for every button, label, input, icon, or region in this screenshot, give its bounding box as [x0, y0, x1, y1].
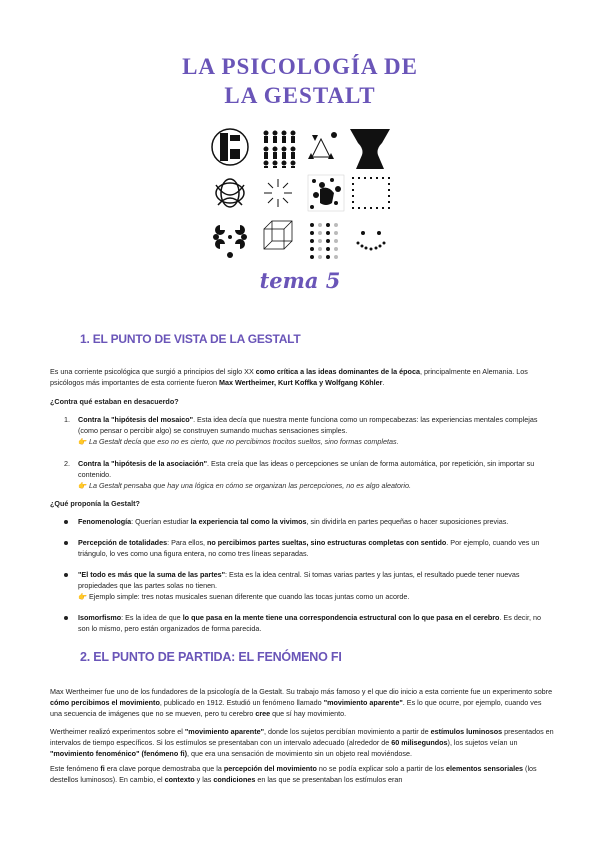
bold-span: elementos sensoriales [445, 764, 524, 773]
text-span: Este fenómeno [50, 764, 101, 773]
text-span: . [382, 378, 385, 387]
phi-paragraph-1 [50, 686, 555, 719]
text-span: era clave porque demostraba que la [104, 764, 224, 773]
bold-span: Fenomenología [78, 517, 132, 526]
list-number: 2. [64, 459, 70, 468]
proposal-item-2 [64, 537, 554, 559]
bold-span: Isomorfismo [78, 613, 122, 622]
dalmatian-illustration [308, 175, 344, 211]
text-span: en las que se presentaban los estímulos eran [255, 775, 403, 784]
phi-paragraph-3 [50, 763, 555, 785]
text-span: presentados en intervalos de tiempo específicos. Si los estímulos se presentaban con un intervalo adecuado (alrededor de [50, 727, 554, 747]
text-span: Ejemplo simple: tres notas musicales suenan diferente que cuando las tocas juntas como un acorde. [88, 592, 410, 601]
text-span: . Esta creía que las ideas o percepciones se unían de forma automática, por repetición, sin importar su contenido. [78, 459, 535, 479]
bold-span: condiciones [213, 775, 256, 784]
pointing-hand-icon: 👉 [78, 437, 87, 446]
bold-span: cree [255, 709, 271, 718]
note-text: La Gestalt pensaba que hay una lógica en cómo se organizan las percepciones, no es algo aleatorio. [88, 481, 412, 490]
text-span: Max Wertheimer fue uno de los fundadores de la psicología de la Gestalt. Su trabajo más famoso y el que dio inicio a esta corriente fue un experimento sobre [50, 687, 553, 696]
text-span: . Esta idea decía que nuestra mente funciona como un rompecabezas: las experiencias mentales complejas (como pensar o percibir algo) se construyen sumando muchas sensaciones simples. [78, 415, 538, 435]
text-span: que sí hay movimiento. [270, 709, 347, 718]
gestalt-illustrations [208, 125, 398, 265]
note-text: La Gestalt decía que eso no es cierto, que no percibimos trocitos sueltos, sino formas completas. [88, 437, 399, 446]
bold-span: "El todo es más que la suma de las partes" [78, 570, 226, 579]
bold-span: "movimiento fenoménico" (fenómeno fi) [50, 749, 187, 758]
pacman-circles-illustration [213, 225, 247, 258]
bold-span: como crítica a las ideas dominantes de la época [255, 367, 420, 376]
question-disagreement: ¿Contra qué estaban en desacuerdo? [50, 397, 179, 406]
text-span: : Para ellos, [167, 538, 208, 547]
text-span: . Es decir, no son lo mismo, pero están organizados de forma parecida. [78, 613, 541, 633]
illusory-triangle-illustration [308, 132, 337, 159]
text-span: ), los sujetos veían un [447, 738, 518, 747]
pointing-hand-icon: 👉 [78, 481, 87, 490]
face-circle-illustration [212, 129, 248, 165]
bold-span: Max Wertheimer, Kurt Koffka y Wolfgang Köhler [219, 378, 383, 387]
dot-square-illustration [352, 177, 390, 209]
dotted-smiley-illustration [357, 231, 386, 251]
bold-span: fi [100, 764, 105, 773]
disagreement-item-2 [64, 458, 554, 491]
vase-faces-illustration [350, 129, 390, 169]
text-span: (los destellos luminosos). En cambio, el [50, 764, 537, 784]
text-span: , que era una sensación de movimiento sin un objeto real moviéndose. [187, 749, 412, 758]
text-span: , donde los sujetos percibían movimiento a partir de [264, 727, 431, 736]
title-line-1: LA PSICOLOGÍA DE [182, 54, 418, 79]
text-span: . Por ejemplo, cuando ves un triángulo, lo ves como una figura entera, no como tres líneas separadas. [78, 538, 540, 558]
text-span: y las [194, 775, 214, 784]
section-2-heading: 2. EL PUNTO DE PARTIDA: EL FENÓMENO FI [80, 650, 342, 664]
bullet [64, 573, 68, 577]
text-span: . Es lo que ocurre, por ejemplo, cuando ves una secuencia de imágenes que no se mueven, pero tu cerebro [50, 698, 542, 718]
radial-burst-illustration [264, 179, 292, 207]
disagreement-item-1 [64, 414, 554, 447]
subtitle: tema 5 [259, 268, 341, 293]
text-span: , principalmente en Alemania. Los psicólogos más importantes de esta corriente fueron [50, 367, 528, 387]
pointing-hand-icon: 👉 [78, 592, 87, 601]
text-span: : Esta es la idea central. Si tomas varias partes y las juntas, el resultado puede tener nuevas propiedades que las partes solas no tienen. [78, 570, 520, 590]
bold-span: lo que pasa en la mente tiene una correspondencia estructural con lo que pasa en el cerebro [182, 613, 500, 622]
text-span: Wertheimer realizó experimentos sobre el [50, 727, 185, 736]
bold-span: percepción del movimiento [223, 764, 317, 773]
phi-paragraph-2 [50, 726, 555, 759]
text-span: , publicado en 1912. Estudió un fenómeno llamado [159, 698, 324, 707]
text-span: Es una corriente psicológica que surgió a principios del siglo XX [50, 367, 256, 376]
section-1-heading: 1. EL PUNTO DE VISTA DE LA GESTALT [80, 332, 301, 346]
document-title [0, 52, 600, 110]
question-proposal: ¿Qué proponía la Gestalt? [50, 499, 140, 508]
bold-span: Percepción de totalidades [78, 538, 168, 547]
proposal-item-3 [64, 569, 554, 602]
text-span: , sin dividirla en partes pequeñas o hacer suposiciones previas. [306, 517, 509, 526]
people-grid-illustration [264, 131, 296, 169]
bullet [64, 541, 68, 545]
intro-paragraph [50, 366, 555, 388]
necker-cube-illustration [264, 221, 292, 249]
bold-span: 60 milisegundos [391, 738, 448, 747]
tangled-knot-illustration [216, 179, 244, 207]
bold-span: "movimiento aparente" [323, 698, 403, 707]
proposal-item-1 [64, 516, 554, 527]
text-span: no se podía explicar solo a partir de los [316, 764, 446, 773]
bold-span: no percibimos partes sueltas, sino estructuras completas con sentido [207, 538, 447, 547]
bold-span: la experiencia tal como la vivimos [190, 517, 307, 526]
bullet [64, 616, 68, 620]
bold-span: cómo percibimos el movimiento [50, 698, 160, 707]
bold-span: estímulos luminosos [430, 727, 503, 736]
list-number: 1. [64, 415, 70, 424]
dot-grid-illustration [310, 223, 338, 259]
bold-span: contexto [164, 775, 195, 784]
bold-span: "movimiento aparente" [184, 727, 264, 736]
bold-span: Contra la "hipótesis de la asociación" [78, 459, 208, 468]
text-span: : Querían estudiar [131, 517, 191, 526]
bold-span: Contra la "hipótesis del mosaico" [78, 415, 194, 424]
bullet [64, 520, 68, 524]
text-span: : Es la idea de que [121, 613, 183, 622]
proposal-item-4 [64, 612, 554, 634]
title-line-2: LA GESTALT [224, 83, 376, 108]
